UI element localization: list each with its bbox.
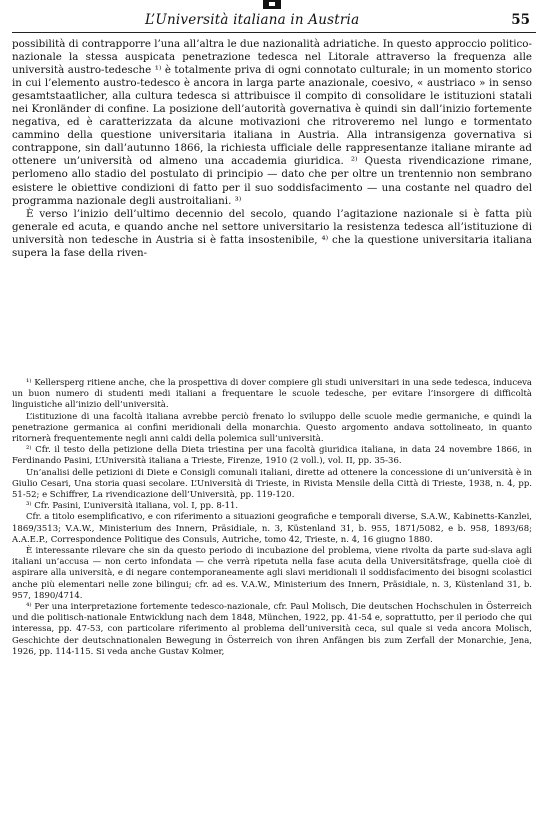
footnote: ¹⁾ Kellersperg ritiene anche, che la prospettiva di dover compiere gli studi universitari in una sede tedesca, induceva un buon numero di studenti medi italiani a frequentare le scuole tedesche, per evitare l’insorgere di difficoltà linguistiche all’inizio dell’università.: [12, 378, 532, 411]
page-number: 55: [511, 12, 530, 28]
body-paragraph: possibilità di contrapporre l’una all’altra le due nazionalità adriatiche. In questo approccio politico-nazionale la stessa auspicata penetrazione tedesca nel Litorale attraverso la frequenza alle università austro-tedesche ¹⁾ è totalmente priva di ogni connotato culturale; in un momento storico in cui l’elemento austro-tedesco è ancora in larga parte anazionale, coesivo, « austriaco » in senso gesamtstaatlicher, alla cultura tedesca si attribuisce il compito di consolidare le istituzioni statali nei Kronländer di confine. La posizione dell’autorità governativa è quindi sin dall’inizio fortemente negativa, ed è caratterizzata da alcune motivazioni che ritroveremo nel lungo e tormentato cammino della questione universitaria italiana in Austria. Alla intransigenza governativa si contrappone, sin dall’autunno 1866, la richiesta ufficiale delle rappresentanze italiane mirante ad ottenere un’università od almeno una accademia giuridica. ²⁾ Questa rivendicazione rimane, perlomeno allo stadio del postulato di principio — dato che per oltre un trentennio non sembrano esistere le obiettive condizioni di fatto per il suo soddisfacimento — una costante nel quadro del programma nazionale degli austroitaliani. ³⁾: [12, 38, 532, 207]
running-title: L’Università italiana in Austria: [145, 12, 360, 28]
footnotes: [12, 378, 532, 658]
footnote: ²⁾ Cfr. il testo della petizione della Dieta triestina per una facoltà giuridica italiana, in data 24 novembre 1866, in Ferdinando Pasini, L’Università italiana a Trieste, Firenze, 1910 (2 voll.), vol. II, pp. 35-36.: [12, 445, 532, 467]
header-rule: [12, 32, 536, 33]
printer-mark-icon: [263, 0, 281, 9]
footnote: ⁴⁾ Per una interpretazione fortemente tedesco-nazionale, cfr. Paul Molisch, Die deutschen Hochschulen in Österreich und die politisch-nationale Entwicklung nach dem 1848, München, 1922, pp. 41-54 e, soprattutto, per il periodo che qui interessa, pp. 47-53, con particolare riferimento al problema dell’università ceca, sul quale si veda ancora Molisch, Geschichte der deutschnationalen Bewegung in Österreich von ihren Anfängen bis zum Zerfall der Monarchie, Jena, 1926, pp. 114-115. Si veda anche Gustav Kolmer,: [12, 602, 532, 657]
footnote: È interessante rilevare che sin da questo periodo di incubazione del problema, viene rivolta da parte sud-slava agli italiani un’accusa — non certo infondata — che verrà ripetuta nella fase acuta della Universitätsfrage, quella cioè di aspirare alla università, e di negare contemporaneamente agli slavi meridionali il soddisfacimento dei bisogni scolastici anche più elementari nelle zone bilingui; cfr. ad es. V.A.W., Ministerium des Innern, Präsidiale, n. 3, Küstenland 31, b. 957, 1890/4714.: [12, 546, 532, 601]
footnote: Cfr. a titolo esemplificativo, e con riferimento a situazioni geografiche e temporali diverse, S.A.W., Kabinetts-Kanzlei, 1869/3513; V.A.W., Ministerium des Innern, Präsidiale, n. 3, Küstenland 31, b. 955, 1871/5082, e b. 958, 1893/68; A.A.E.P., Correspondence Politique des Consuls, Autriche, tomo 42, Trieste, n. 4, 16 giugno 1880.: [12, 512, 532, 545]
footnote: Un’analisi delle petizioni di Diete e Consigli comunali italiani, dirette ad ottenere la concessione di un’università è in Giulio Cesari, Una storia quasi secolare. L’Università di Trieste, in Rivista Mensile della Città di Trieste, 1938, n. 4, pp. 51-52; e Schiffrer, La rivendicazione dell’Università, pp. 119-120.: [12, 467, 532, 501]
main-text: [12, 38, 532, 260]
body-paragraph: È verso l’inizio dell’ultimo decennio del secolo, quando l’agitazione nazionale si è fatta più generale ed acuta, e quando anche nel settore universitario la resistenza tedesca all’istituzione di università non tedesche in Austria si è fatta insostenibile, ⁴⁾ che la questione universitaria italiana supera la fase della riven-: [12, 207, 532, 259]
footnote: L’istituzione di una facoltà italiana avrebbe perciò frenato lo sviluppo delle scuole medie germaniche, e quindi la penetrazione germanica ai confini meridionali della monarchia. Questo argomento andava sottolineato, in quanto ritornerà frequentemente negli anni caldi della polemica sull’università.: [12, 411, 532, 445]
footnote: ³⁾ Cfr. Pasini, L’università italiana, vol. I, pp. 8-11.: [26, 501, 239, 512]
